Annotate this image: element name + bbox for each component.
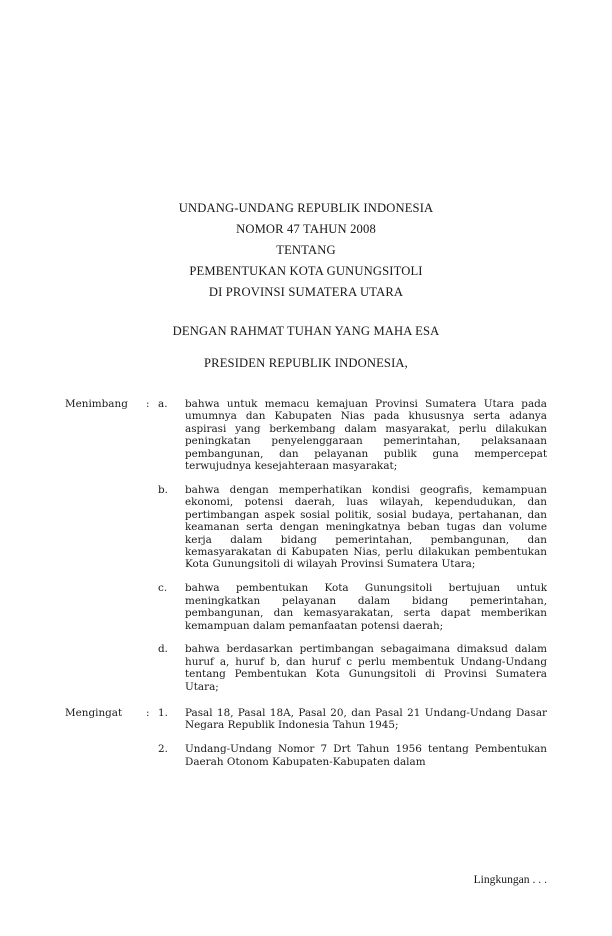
clause-marker: b.: [158, 483, 168, 496]
section-colon: :: [146, 398, 150, 410]
clause-text: bahwa pembentukan Kota Gunungsitoli bertujuan untuk meningkatkan pelayanan dalam bidang pemerintahan, pembangunan, dan kemasyarakatan, serta dapat memberikan kemampuan dalam pemanfaatan potensi daerah;: [185, 582, 547, 632]
document-title-block: [0, 198, 612, 303]
clause-marker: 1.: [158, 707, 168, 720]
title-line-law-type: UNDANG-UNDANG REPUBLIK INDONESIA: [178, 201, 434, 215]
clause-row: [0, 643, 612, 693]
title-line-province: DI PROVINSI SUMATERA UTARA: [208, 285, 404, 299]
section-mengingat: [0, 707, 612, 768]
clause-row: [0, 707, 612, 732]
section-colon: :: [146, 707, 150, 720]
enactment-invocation: DENGAN RAHMAT TUHAN YANG MAHA ESA: [172, 324, 440, 338]
title-line-about: TENTANG: [276, 243, 336, 257]
page-catchword: Lingkungan . . .: [473, 873, 547, 886]
clause-text: bahwa berdasarkan pertimbangan sebagaimana dimaksud dalam huruf a, huruf b, dan huruf c perlu membentuk Undang-Undang tentang Pembentukan Kota Gunungsitoli di Provinsi Sumatera Utara;: [185, 643, 547, 693]
section-label-mengingat: Mengingat: [65, 707, 123, 720]
title-line-number-year: NOMOR 47 TAHUN 2008: [236, 222, 376, 236]
section-menimbang: [0, 398, 612, 693]
clause-row: [0, 398, 612, 472]
clause-row: [0, 743, 612, 768]
clause-text: bahwa untuk memacu kemajuan Provinsi Sumatera Utara pada umumnya dan Kabupaten Nias pada khususnya serta adanya aspirasi yang berkembang dalam masyarakat, perlu dilakukan peningkatan penyelenggaraan pemerintahan, pelaksanaan pembangunan, dan pelayanan publik guna mempercepat terwujudnya kesejahteraan masyarakat;: [185, 398, 547, 473]
clause-marker: c.: [158, 582, 168, 595]
section-label-menimbang: Menimbang: [65, 398, 128, 410]
clause-text: Undang-Undang Nomor 7 Drt Tahun 1956 tentang Pembentukan Daerah Otonom Kabupaten-Kabupaten dalam: [185, 743, 547, 768]
title-line-subject: PEMBENTUKAN KOTA GUNUNGSITOLI: [189, 264, 423, 278]
clause-marker: d.: [158, 643, 168, 656]
clause-text: Pasal 18, Pasal 18A, Pasal 20, dan Pasal 21 Undang-Undang Dasar Negara Republik Indonesia Tahun 1945;: [185, 707, 547, 732]
clause-row: [0, 582, 612, 632]
enactment-block: [0, 321, 612, 374]
clause-marker: a.: [158, 398, 168, 410]
enactment-authority: PRESIDEN REPUBLIK INDONESIA,: [204, 356, 408, 370]
clause-marker: 2.: [158, 743, 168, 756]
clause-area: [0, 398, 612, 768]
clause-row: [0, 484, 612, 571]
clause-text: bahwa dengan memperhatikan kondisi geografis, kemampuan ekonomi, potensi daerah, luas wilayah, kependudukan, dan pertimbangan aspek sosial politik, sosial budaya, pertahanan, dan keamanan serta dengan meningkatnya beban tugas dan volume kerja dalam bidang pemerintahan, pembangunan, dan kemasyarakatan di Kabupaten Nias, perlu dilakukan pembentukan Kota Gunungsitoli di wilayah Provinsi Sumatera Utara;: [185, 483, 547, 571]
